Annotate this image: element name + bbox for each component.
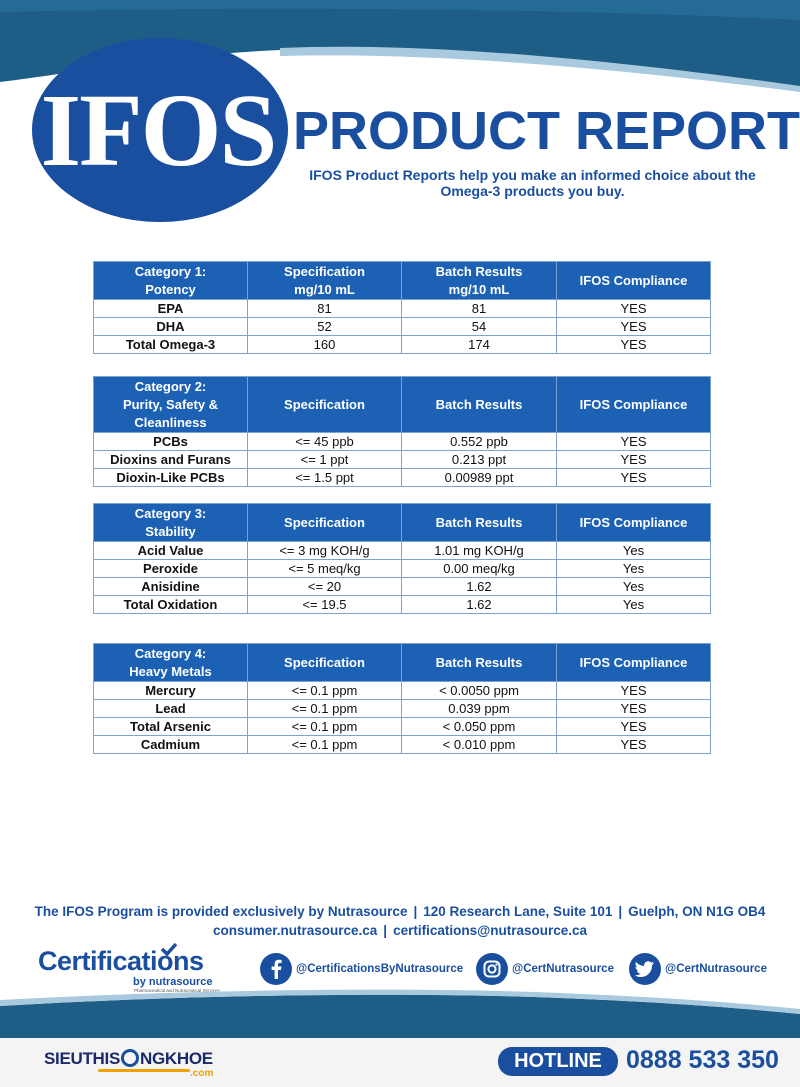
row-label: DHA xyxy=(94,318,248,336)
compliance-cell: YES xyxy=(557,318,711,336)
specification-header: Specification xyxy=(248,504,402,542)
batch-result-cell: < 0.050 ppm xyxy=(402,718,557,736)
address-street: 120 Research Lane, Suite 101 xyxy=(423,904,613,919)
instagram-icon xyxy=(476,953,508,985)
heart-circle-icon xyxy=(121,1049,139,1067)
row-label: Acid Value xyxy=(94,542,248,560)
row-label: Cadmium xyxy=(94,736,248,754)
footer-band xyxy=(0,988,800,1038)
separator: | xyxy=(618,904,623,919)
row-label: Total Omega-3 xyxy=(94,336,248,354)
email-link[interactable]: certifications@nutrasource.ca xyxy=(393,923,588,938)
report-header xyxy=(0,0,800,240)
facebook-icon xyxy=(260,953,292,985)
batch-result-cell: 1.01 mg KOH/g xyxy=(402,542,557,560)
compliance-cell: Yes xyxy=(557,560,711,578)
batch-result-cell: < 0.010 ppm xyxy=(402,736,557,754)
compliance-cell: YES xyxy=(557,736,711,754)
logo-underline xyxy=(98,1069,190,1072)
checkmark-icon xyxy=(160,942,178,956)
table-row xyxy=(94,578,711,596)
table-row xyxy=(94,682,711,700)
batch-result-cell: 0.213 ppt xyxy=(402,451,557,469)
compliance-cell: YES xyxy=(557,300,711,318)
batch-result-cell: 0.00989 ppt xyxy=(402,469,557,487)
batch-result-cell: 0.552 ppb xyxy=(402,433,557,451)
table-header-row xyxy=(94,377,711,433)
batch-result-cell: 174 xyxy=(402,336,557,354)
category-header: Category 4: Heavy Metals xyxy=(94,644,248,682)
compliance-cell: Yes xyxy=(557,578,711,596)
row-label: Total Oxidation xyxy=(94,596,248,614)
row-label: Dioxin-Like PCBs xyxy=(94,469,248,487)
table-row xyxy=(94,560,711,578)
table-row xyxy=(94,718,711,736)
row-label: Anisidine xyxy=(94,578,248,596)
batch-results-header: Batch Results mg/10 mL xyxy=(402,262,557,300)
table-row xyxy=(94,451,711,469)
ifos-logo xyxy=(30,30,295,225)
compliance-cell: YES xyxy=(557,682,711,700)
batch-results-header: Batch Results xyxy=(402,644,557,682)
row-label: EPA xyxy=(94,300,248,318)
specification-cell: <= 1 ppt xyxy=(248,451,402,469)
batch-result-cell: 81 xyxy=(402,300,557,318)
row-label: PCBs xyxy=(94,433,248,451)
specification-cell: <= 19.5 xyxy=(248,596,402,614)
stability-table xyxy=(93,503,711,614)
specification-cell: <= 45 ppb xyxy=(248,433,402,451)
table-row xyxy=(94,300,711,318)
row-label: Dioxins and Furans xyxy=(94,451,248,469)
batch-result-cell: 54 xyxy=(402,318,557,336)
purity-table xyxy=(93,376,711,487)
table-header-row xyxy=(94,262,711,300)
specification-cell: 52 xyxy=(248,318,402,336)
batch-result-cell: 0.00 meq/kg xyxy=(402,560,557,578)
specification-header: Specification xyxy=(248,377,402,433)
separator: | xyxy=(413,904,418,919)
table-row xyxy=(94,596,711,614)
batch-result-cell: 1.62 xyxy=(402,578,557,596)
compliance-header: IFOS Compliance xyxy=(557,262,711,300)
batch-results-header: Batch Results xyxy=(402,504,557,542)
instagram-handle: @CertNutrasource xyxy=(512,963,614,975)
specification-header: Specification mg/10 mL xyxy=(248,262,402,300)
page-subtitle: IFOS Product Reports help you make an informed choice about the Omega-3 products you buy. xyxy=(309,167,756,199)
compliance-header: IFOS Compliance xyxy=(557,504,711,542)
table-row xyxy=(94,318,711,336)
specification-cell: 160 xyxy=(248,336,402,354)
compliance-cell: YES xyxy=(557,451,711,469)
footer-program-line xyxy=(0,904,800,919)
batch-results-header: Batch Results xyxy=(402,377,557,433)
table-row xyxy=(94,736,711,754)
specification-cell: <= 0.1 ppm xyxy=(248,682,402,700)
website-link[interactable]: consumer.nutrasource.ca xyxy=(212,923,378,938)
program-text: The IFOS Program is provided exclusively by Nutrasource xyxy=(34,904,408,919)
page-title: PRODUCT REPORT xyxy=(293,101,800,161)
compliance-cell: YES xyxy=(557,469,711,487)
row-label: Total Arsenic xyxy=(94,718,248,736)
category-header: Category 2: Purity, Safety & Cleanliness xyxy=(94,377,248,433)
certifications-wordmark: Certifications xyxy=(38,946,204,976)
table-header-row xyxy=(94,644,711,682)
table-row xyxy=(94,700,711,718)
batch-result-cell: 1.62 xyxy=(402,596,557,614)
separator: | xyxy=(383,923,388,938)
store-logo[interactable]: SIEUTHIS NGKHOE xyxy=(44,1049,213,1068)
facebook-handle: @CertificationsByNutrasource xyxy=(296,963,464,975)
specification-cell: 81 xyxy=(248,300,402,318)
compliance-cell: YES xyxy=(557,336,711,354)
batch-result-cell: < 0.0050 ppm xyxy=(402,682,557,700)
compliance-cell: Yes xyxy=(557,542,711,560)
table-row xyxy=(94,336,711,354)
compliance-cell: YES xyxy=(557,433,711,451)
store-domain: .com xyxy=(190,1068,214,1079)
ifos-logo-oval xyxy=(30,30,295,225)
specification-cell: <= 3 mg KOH/g xyxy=(248,542,402,560)
specification-cell: <= 5 meq/kg xyxy=(248,560,402,578)
table-row xyxy=(94,542,711,560)
twitter-link[interactable] xyxy=(629,952,767,986)
category-header: Category 1: Potency xyxy=(94,262,248,300)
row-label: Mercury xyxy=(94,682,248,700)
nutrasource-text: by nutrasource xyxy=(133,976,213,988)
footer-contact-line xyxy=(0,923,800,938)
specification-header: Specification xyxy=(248,644,402,682)
specification-cell: <= 0.1 ppm xyxy=(248,700,402,718)
twitter-icon xyxy=(629,953,661,985)
twitter-handle: @CertNutrasource xyxy=(665,963,767,975)
compliance-header: IFOS Compliance xyxy=(557,644,711,682)
nutrasource-tagline: Pharmaceutical and Nutraceutical Services xyxy=(134,988,220,993)
category-header: Category 3: Stability xyxy=(94,504,248,542)
specification-cell: <= 0.1 ppm xyxy=(248,736,402,754)
logo-text: IFOS xyxy=(40,73,276,188)
instagram-link[interactable] xyxy=(476,952,614,986)
facebook-link[interactable] xyxy=(260,952,463,986)
row-label: Peroxide xyxy=(94,560,248,578)
hotline-label[interactable]: HOTLINE xyxy=(498,1047,618,1076)
row-label: Lead xyxy=(94,700,248,718)
table-row xyxy=(94,433,711,451)
batch-result-cell: 0.039 ppm xyxy=(402,700,557,718)
table-header-row xyxy=(94,504,711,542)
compliance-header: IFOS Compliance xyxy=(557,377,711,433)
specification-cell: <= 1.5 ppt xyxy=(248,469,402,487)
compliance-cell: Yes xyxy=(557,596,711,614)
address-city: Guelph, ON N1G OB4 xyxy=(628,904,766,919)
compliance-cell: YES xyxy=(557,700,711,718)
hotline-number[interactable]: 0888 533 350 xyxy=(626,1046,779,1074)
compliance-cell: YES xyxy=(557,718,711,736)
potency-table xyxy=(93,261,711,354)
specification-cell: <= 20 xyxy=(248,578,402,596)
table-row xyxy=(94,469,711,487)
heavy-metals-table xyxy=(93,643,711,754)
specification-cell: <= 0.1 ppm xyxy=(248,718,402,736)
